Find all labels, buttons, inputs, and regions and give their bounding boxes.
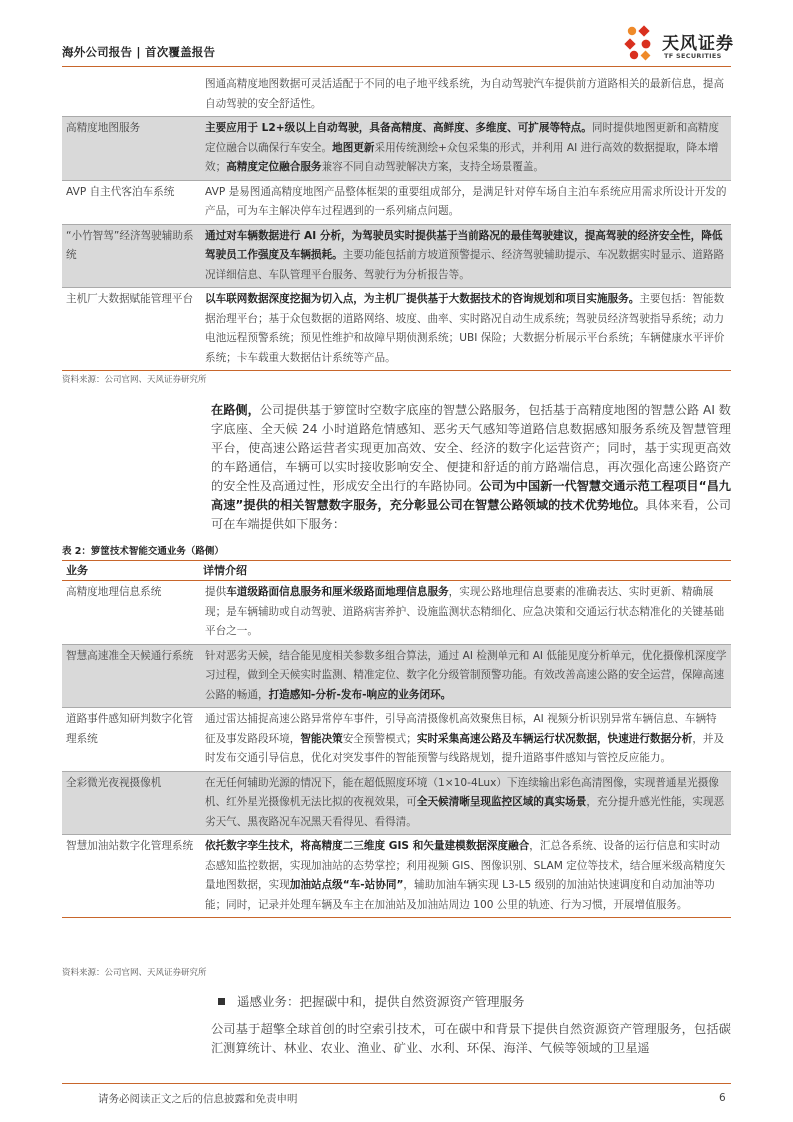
business-detail-cell: AVP 是易图通高精度地图产品整体框架的重要组成部分，是满足针对停车场自主泊车系统应用需求所设计开发的产品，可为车主解决停车过程遇到的一系列痛点问题。 bbox=[199, 180, 731, 224]
remote-sensing-heading-text: 遥感业务：把握碳中和，提供自然资源资产管理服务 bbox=[237, 994, 525, 1009]
business-name-cell: 智慧加油站数字化管理系统 bbox=[62, 835, 199, 918]
logo-english-name: TF SECURITIES bbox=[664, 52, 722, 60]
table-row bbox=[62, 644, 731, 708]
table-row bbox=[62, 288, 731, 371]
table-row bbox=[62, 224, 731, 288]
roadside-body: 公司提供基于箩筐时空数字底座的智慧公路服务，包括基于高精度地图的智慧公路 AI 数字底座、全天候 24 小时道路危情感知、恶劣天气感知等道路信息数据感知服务系统及智慧管理平台，使高速公路运营者实现更加高效、安全、经济的数字化运营资产；同时，基于实现更高效的车路通信，车辆可以实时接收影响安全、便捷和舒适的前方路端信息，再次强化高速公路资产的安全性及高通过性，形成安全出行的车路协同。 bbox=[211, 403, 731, 493]
business-detail-cell: 针对恶劣天候，结合能见度相关参数多组合算法，通过 AI 检测单元和 AI 低能见度分析单元，优化摄像机深度学习过程，做到全天候实时监测、精准定位、数字化分级管制预警功能。有效改善高速公路的安全运营，保障高速公路的畅通，打造感知-分析-发布-响应的业务闭环。 bbox=[199, 644, 731, 708]
business-name-cell: 道路事件感知研判数字化管理系统 bbox=[62, 708, 199, 772]
business-detail-cell: 图通高精度地图数据可灵活适配于不同的电子地平线系统，为自动驾驶汽车提供前方道路相关的最新信息，提高自动驾驶的安全舒适性。 bbox=[205, 78, 725, 110]
square-bullet-icon bbox=[218, 998, 225, 1005]
table-row bbox=[62, 581, 731, 645]
table-row bbox=[62, 835, 731, 918]
business-detail-cell: 以车联网数据深度挖掘为切入点，为主机厂提供基于大数据技术的咨询规划和项目实施服务。主要包括：智能数据治理平台；基于众包数据的道路网络、坡度、曲率、实时路况自动生成系统；驾驶员经济驾驶指导系统；动力电池远程预警系统；预见性维护和故障早期侦测系统；UBI 保险；大数据分析展示平台系统；车辆健康水平评价系统；卡车载重大数据估计系统等产品。 bbox=[199, 288, 731, 371]
table2-header-details: 详情介绍 bbox=[199, 561, 731, 581]
roadside-highlight: 公司为中国新一代智慧交通示范工程项目“昌九高速”提供的相关智慧数字服务，充分彰显公司在智慧公路领域的技术优势地位。 bbox=[211, 479, 731, 512]
business-detail-cell: 提供车道级路面信息服务和厘米级路面地理信息服务，实现公路地理信息要素的准确表达、实时更新、精确展现；是车辆辅助或自动驾驶、道路病害养护、设施监测状态精细化、应急决策和交通运行状态精准化的关键基础平台之一。 bbox=[205, 586, 725, 637]
footer-disclaimer: 请务必阅读正文之后的信息披露和免责申明 bbox=[98, 1093, 298, 1105]
table-row bbox=[62, 117, 731, 181]
business-name-cell: 全彩微光夜视摄像机 bbox=[62, 771, 199, 835]
table-row bbox=[62, 180, 731, 224]
business-name-cell: “小竹智驾”经济驾驶辅助系统 bbox=[62, 224, 199, 288]
logo-mark-icon bbox=[622, 22, 658, 66]
footer-divider bbox=[62, 1083, 731, 1084]
table2-caption: 表 2：箩筐技术智能交通业务（路侧） bbox=[62, 546, 224, 557]
business-table-roadside bbox=[62, 560, 731, 918]
business-name-cell: AVP 自主代客泊车系统 bbox=[62, 180, 199, 224]
business-name-cell bbox=[62, 73, 199, 117]
logo-chinese-name: 天风证券 bbox=[662, 34, 734, 54]
roadside-paragraph bbox=[211, 401, 731, 534]
business-name-cell: 智慧高速准全天候通行系统 bbox=[62, 644, 199, 708]
table2-body bbox=[62, 581, 731, 918]
roadside-end: 具体来看，公司可在车端提供如下服务： bbox=[211, 498, 732, 531]
company-logo bbox=[622, 22, 752, 66]
table2-header-business: 业务 bbox=[62, 561, 199, 581]
table1-source: 资料来源：公司官网、天风证券研究所 bbox=[62, 375, 207, 385]
page-number: 6 bbox=[719, 1092, 726, 1104]
remote-sensing-heading bbox=[218, 992, 525, 1010]
business-detail-cell: 依托数字孪生技术，将高精度二三维度 GIS 和矢量建模数据深度融合，汇总各系统、设备的运行信息和实时动态感知监控数据，实现加油站的态势掌控；利用视频 GIS、图像识别、SLAM 定位等技术，结合厘米级高精度矢量地图数据，实现加油站点级“车-站协同”，辅助加油车辆实现 L3-L5 级别的加油站快速调度和自动加油等功能；同时，记录并处理车辆及车主在加油站及加油站周边 100 公里的轨迹、行为习惯，开展增值服务。 bbox=[199, 835, 731, 918]
business-name-cell: 高精度地理信息系统 bbox=[66, 586, 162, 598]
business-detail-cell: 通过雷达捕捉高速公路异常停车事件，引导高清摄像机高效聚焦目标，AI 视频分析识别异常车辆信息、车辆特征及事发路段环境，智能决策安全预警模式；实时采集高速公路及车辆运行状况数据，快速进行数据分析，并及时发布交通引导信息，优化对突发事件的智能预警与线路规划，提升道路事件感知与管控反应能力。 bbox=[199, 708, 731, 772]
business-detail-cell: 通过对车辆数据进行 AI 分析，为驾驶员实时提供基于当前路况的最佳驾驶建议，提高驾驶的经济安全性，降低驾驶员工作强度及车辆损耗。主要功能包括前方坡道预警提示、经济驾驶辅助提示、车况数据实时显示、道路路况详细信息、车队管理平台服务、驾驶行为分析报告等。 bbox=[199, 224, 731, 288]
business-name-cell: 主机厂大数据赋能管理平台 bbox=[62, 288, 199, 371]
business-table-vehicle bbox=[62, 73, 731, 371]
business-detail-cell: 主要应用于 L2+级以上自动驾驶，具备高精度、高鲜度、多维度、可扩展等特点。同时提供地图更新和高精度定位融合以确保行车安全。地图更新采用传统测绘+众包采集的形式，并利用 AI 进行高效的数据提取，降本增效；高精度定位融合服务兼容不同自动驾驶解决方案，支持全场景覆盖。 bbox=[199, 117, 731, 181]
table-row bbox=[62, 708, 731, 772]
table2-source: 资料来源：公司官网、天风证券研究所 bbox=[62, 968, 207, 978]
roadside-lead: 在路侧， bbox=[211, 403, 260, 417]
business-name-cell: 高精度地图服务 bbox=[62, 117, 199, 181]
header-divider bbox=[62, 66, 731, 67]
business-detail-cell: 在无任何辅助光源的情况下，能在超低照度环境（1×10-4Lux）下连续输出彩色高清图像，实现普通星光摄像机、红外星光摄像机无法比拟的夜视效果，可全天候清晰呈现监控区域的真实场景，充分提升感光性能，实现恶劣天气、黑夜路况车况黑天看得见、看得清。 bbox=[199, 771, 731, 835]
report-header-title: 海外公司报告 | 首次覆盖报告 bbox=[62, 45, 216, 59]
table1-body bbox=[62, 73, 731, 371]
table-row bbox=[62, 73, 731, 117]
remote-sensing-paragraph: 公司基于超擎全球首创的时空索引技术，可在碳中和背景下提供自然资源资产管理服务，包括碳汇测算统计、林业、农业、渔业、矿业、水利、环保、海洋、气候等领域的卫星遥 bbox=[211, 1022, 731, 1055]
table-row bbox=[62, 771, 731, 835]
